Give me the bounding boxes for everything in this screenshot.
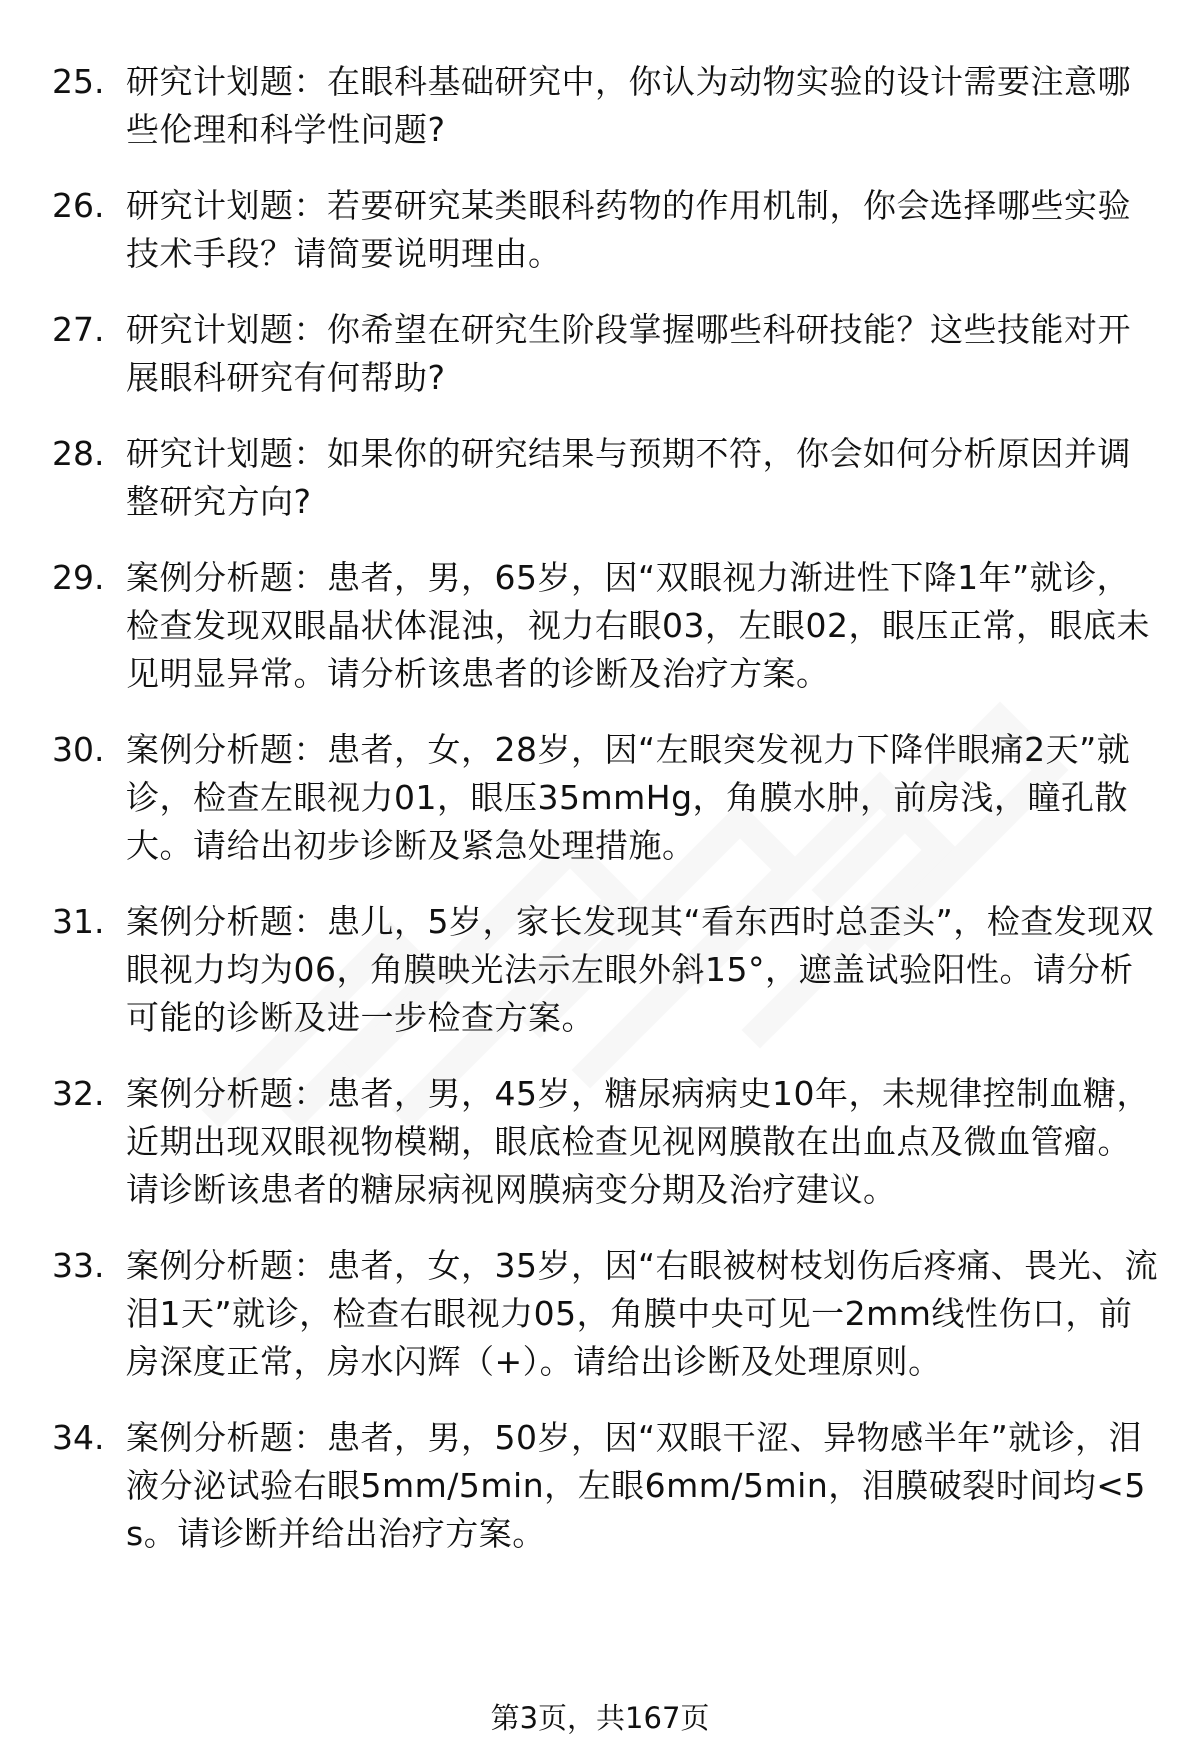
question-number: 33. bbox=[52, 1246, 105, 1285]
question-item bbox=[52, 1414, 1162, 1558]
question-item bbox=[52, 306, 1162, 402]
question-item bbox=[52, 1070, 1162, 1214]
question-number: 31. bbox=[52, 902, 105, 941]
question-number: 27. bbox=[52, 310, 105, 349]
question-text: 案例分析题：患者，男，65岁，因“双眼视力渐进性下降1年”就诊，检查发现双眼晶状体混浊，视力右眼03，左眼02，眼压正常，眼底未见明显异常。请分析该患者的诊断及治疗方案。 bbox=[126, 558, 1150, 693]
page-number-footer: 第3页，共167页 bbox=[490, 1701, 710, 1735]
question-list bbox=[52, 58, 1162, 1586]
question-item bbox=[52, 430, 1162, 526]
question-number: 34. bbox=[52, 1418, 105, 1457]
question-number: 25. bbox=[52, 62, 105, 101]
question-item bbox=[52, 898, 1162, 1042]
question-item bbox=[52, 58, 1162, 154]
question-number: 29. bbox=[52, 558, 105, 597]
question-item bbox=[52, 182, 1162, 278]
question-item bbox=[52, 726, 1162, 870]
question-text: 案例分析题：患者，男，45岁，糖尿病病史10年，未规律控制血糖，近期出现双眼视物模糊，眼底检查见视网膜散在出血点及微血管瘤。请诊断该患者的糖尿病视网膜病变分期及治疗建议。 bbox=[126, 1074, 1150, 1209]
question-text: 研究计划题：你希望在研究生阶段掌握哪些科研技能？这些技能对开展眼科研究有何帮助? bbox=[126, 310, 1131, 397]
question-number: 26. bbox=[52, 186, 105, 225]
question-text: 案例分析题：患者，男，50岁，因“双眼干涩、异物感半年”就诊，泪液分泌试验右眼5mm/5min，左眼6mm/5min，泪膜破裂时间均<5s。请诊断并给出治疗方案。 bbox=[126, 1418, 1146, 1553]
question-item bbox=[52, 554, 1162, 698]
question-text: 研究计划题：如果你的研究结果与预期不符，你会如何分析原因并调整研究方向? bbox=[126, 434, 1131, 521]
question-text: 研究计划题：在眼科基础研究中，你认为动物实验的设计需要注意哪些伦理和科学性问题? bbox=[126, 62, 1131, 149]
question-number: 32. bbox=[52, 1074, 105, 1113]
question-number: 28. bbox=[52, 434, 105, 473]
question-number: 30. bbox=[52, 730, 105, 769]
question-item bbox=[52, 1242, 1162, 1386]
question-text: 研究计划题：若要研究某类眼科药物的作用机制，你会选择哪些实验技术手段？请简要说明理由。 bbox=[126, 186, 1131, 273]
question-text: 案例分析题：患者，女，35岁，因“右眼被树枝划伤后疼痛、畏光、流泪1天”就诊，检查右眼视力05，角膜中央可见一2mm线性伤口，前房深度正常，房水闪辉（+）。请给出诊断及处理原则。 bbox=[126, 1246, 1159, 1381]
question-text: 案例分析题：患儿，5岁，家长发现其“看东西时总歪头”，检查发现双眼视力均为06，角膜映光法示左眼外斜15°，遮盖试验阳性。请分析可能的诊断及进一步检查方案。 bbox=[126, 902, 1155, 1037]
question-text: 案例分析题：患者，女，28岁，因“左眼突发视力下降伴眼痛2天”就诊，检查左眼视力01，眼压35mmHg，角膜水肿，前房浅，瞳孔散大。请给出初步诊断及紧急处理措施。 bbox=[126, 730, 1131, 865]
